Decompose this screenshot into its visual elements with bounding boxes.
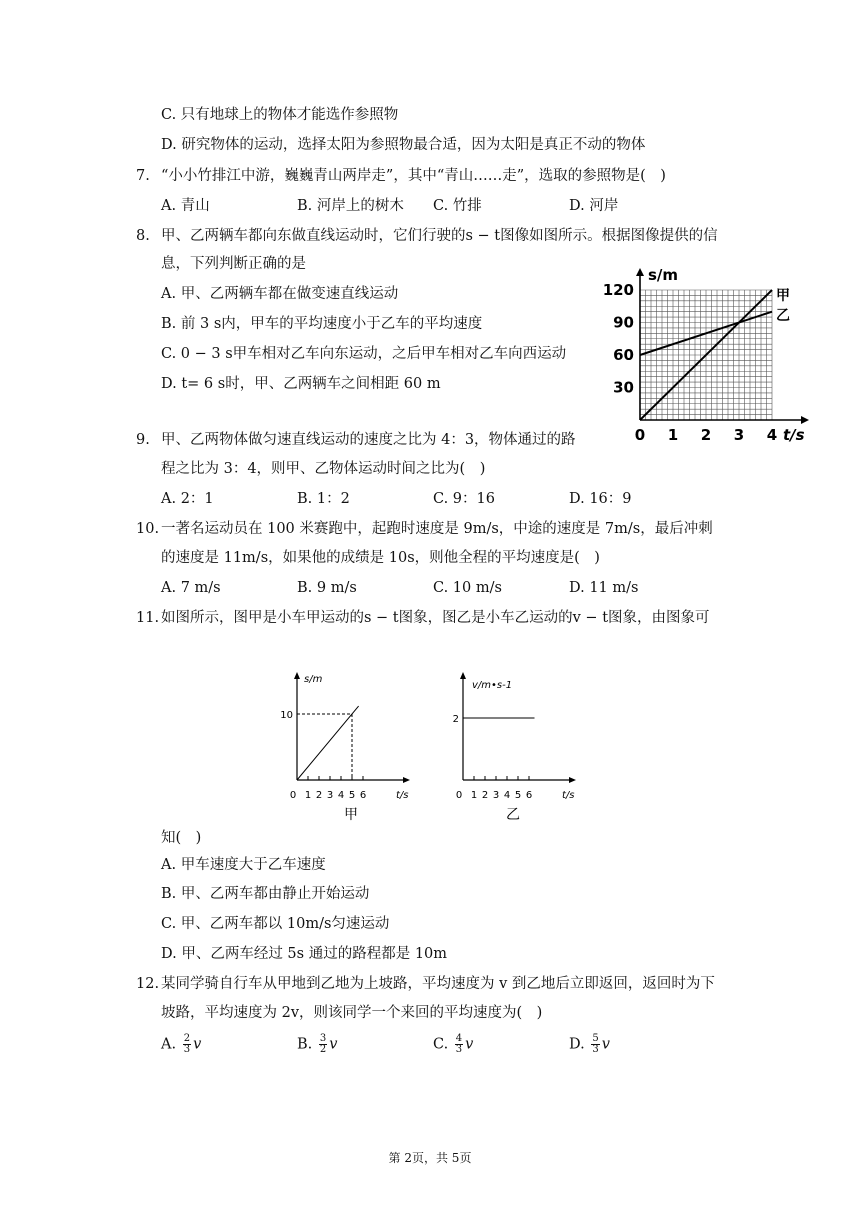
q11-jia-xlabel: t/s [396,790,409,801]
y-tick-label: 120 [602,281,634,299]
page-footer: 第 2页，共 5页 [388,1151,472,1165]
x-tick-label: 0 [634,426,646,444]
q11-jia-caption: 甲 [344,807,358,823]
q12-stem-line1: 某同学骑自行车从甲地到乙地为上坡路，平均速度为 v 到乙地后立即返回，返回时为下 [161,976,715,992]
x-tick-label: 1 [304,790,312,801]
q8-option-d: D. t= 6 s时，甲、乙两辆车之间相距 60 m [161,376,441,392]
y-tick-label: 2 [452,714,459,725]
q11-option-a: A. 甲车速度大于乙车速度 [161,857,326,873]
x-tick-label: 5 [348,790,356,801]
q12-option-a: A. $\frac{2}{3}$ v [161,1033,202,1055]
x-tick-label: 2 [481,790,489,801]
x-tick-label: 6 [525,790,533,801]
q8-option-a: A. 甲、乙两辆车都在做变速直线运动 [161,286,399,302]
q9-stem-line2: 程之比为 3：4，则甲、乙物体运动时间之比为( ) [161,461,486,477]
y-tick-label: 60 [613,346,634,364]
x-tick-label: 0 [289,790,297,801]
q12-option-c: C. $\frac{4}{3}$ v [433,1033,474,1055]
x-tick-label: 4 [503,790,511,801]
x-tick-label: 5 [514,790,522,801]
q11-graph-yi [446,668,586,828]
q9-option-b: B. 1：2 [297,491,350,507]
q10-stem-line1: 一著名运动员在 100 米赛跑中，起跑时速度是 9m/s，中途的速度是 7m/s，最后冲刺 [161,521,713,537]
q11-option-d: D. 甲、乙两车经过 5s 通过的路程都是 10m [161,946,448,962]
q12-stem-line2: 坡路，平均速度为 2v，则该同学一个来回的平均速度为( ) [161,1005,543,1021]
q12-number: 12. [136,976,160,992]
q7-option-d: D. 河岸 [569,198,619,214]
q8-option-b: B. 前 3 s内，甲车的平均速度小于乙车的平均速度 [161,316,483,332]
series-line [297,706,359,780]
q11-stem-line2: 知( ) [161,830,202,846]
q7-stem: “小小竹排江中游，巍巍青山两岸走”，其中“青山……走”，选取的参照物是( ) [161,168,666,184]
q11-stem-line1: 如图所示，图甲是小车甲运动的s − t图象，图乙是小车乙运动的v − t图象，由图象可 [161,610,710,626]
x-tick-label: 6 [359,790,367,801]
y-tick-label: 30 [613,378,634,397]
q10-option-d: D. 11 m/s [569,580,639,596]
x-tick-label: 1 [667,426,679,444]
q7-number: 7. [136,168,150,184]
q11-option-c: C. 甲、乙两车都以 10m/s匀速运动 [161,916,390,932]
q12-option-d: D. $\frac{5}{3}$ v [569,1033,610,1055]
x-tick-label: 2 [700,426,712,444]
q10-number: 10. [136,521,160,537]
q8-graph-ylabel: s/m [648,266,679,284]
y-tick-label: 90 [613,313,634,332]
q11-yi-caption: 乙 [506,807,520,823]
q11-number: 11. [136,610,160,626]
x-tick-label: 0 [455,790,463,801]
x-tick-label: 1 [470,790,478,801]
q11-yi-xlabel: t/s [562,790,575,801]
q8-graph-series-jia-label: 甲 [776,288,790,304]
x-tick-label: 3 [326,790,334,801]
x-tick-label: 4 [337,790,345,801]
q8-stem-line2: 息，下列判断正确的是 [161,256,306,272]
q9-stem-line1: 甲、乙两物体做匀速直线运动的速度之比为 4：3，物体通过的路 [161,432,576,448]
q11-graph-jia [280,668,420,828]
q11-jia-ylabel: s/m [304,674,323,685]
y-tick-label: 10 [280,710,293,721]
q10-option-c: C. 10 m/s [433,580,502,596]
q8-number: 8. [136,228,150,244]
q11-option-b: B. 甲、乙两车都由静止开始运动 [161,886,370,902]
q7-option-a: A. 青山 [161,198,210,214]
q10-option-b: B. 9 m/s [297,580,357,596]
x-tick-label: 3 [733,426,745,444]
q9-option-a: A. 2：1 [161,491,214,507]
q8-option-c: C. 0 − 3 s甲车相对乙车向东运动，之后甲车相对乙车向西运动 [161,346,567,362]
q10-stem-line2: 的速度是 11m/s，如果他的成绩是 10s，则他全程的平均速度是( ) [161,550,600,566]
q10-option-a: A. 7 m/s [161,580,221,596]
q7-option-b: B. 河岸上的树木 [297,198,404,214]
x-tick-label: 2 [315,790,323,801]
x-tick-label: 3 [492,790,500,801]
q8-graph-xlabel: t/s [783,426,805,444]
q6-option-c: C. 只有地球上的物体才能选作参照物 [161,107,399,123]
q9-option-d: D. 16：9 [569,491,632,507]
x-tick-label: 4 [766,426,778,444]
q8-stem-line1: 甲、乙两辆车都向东做直线运动时，它们行驶的s − t图像如图所示。根据图像提供的信 [161,228,718,244]
q6-option-d: D. 研究物体的运动，选择太阳为参照物最合适，因为太阳是真正不动的物体 [161,137,646,153]
q12-option-b: B. $\frac{3}{2}$ v [297,1033,338,1055]
q7-option-c: C. 竹排 [433,198,482,214]
q8-st-graph [600,262,815,447]
q9-option-c: C. 9：16 [433,491,495,507]
q9-number: 9. [136,432,150,448]
q8-graph-series-yi-label: 乙 [776,308,790,324]
q11-yi-ylabel: v/m•s-1 [472,680,513,691]
